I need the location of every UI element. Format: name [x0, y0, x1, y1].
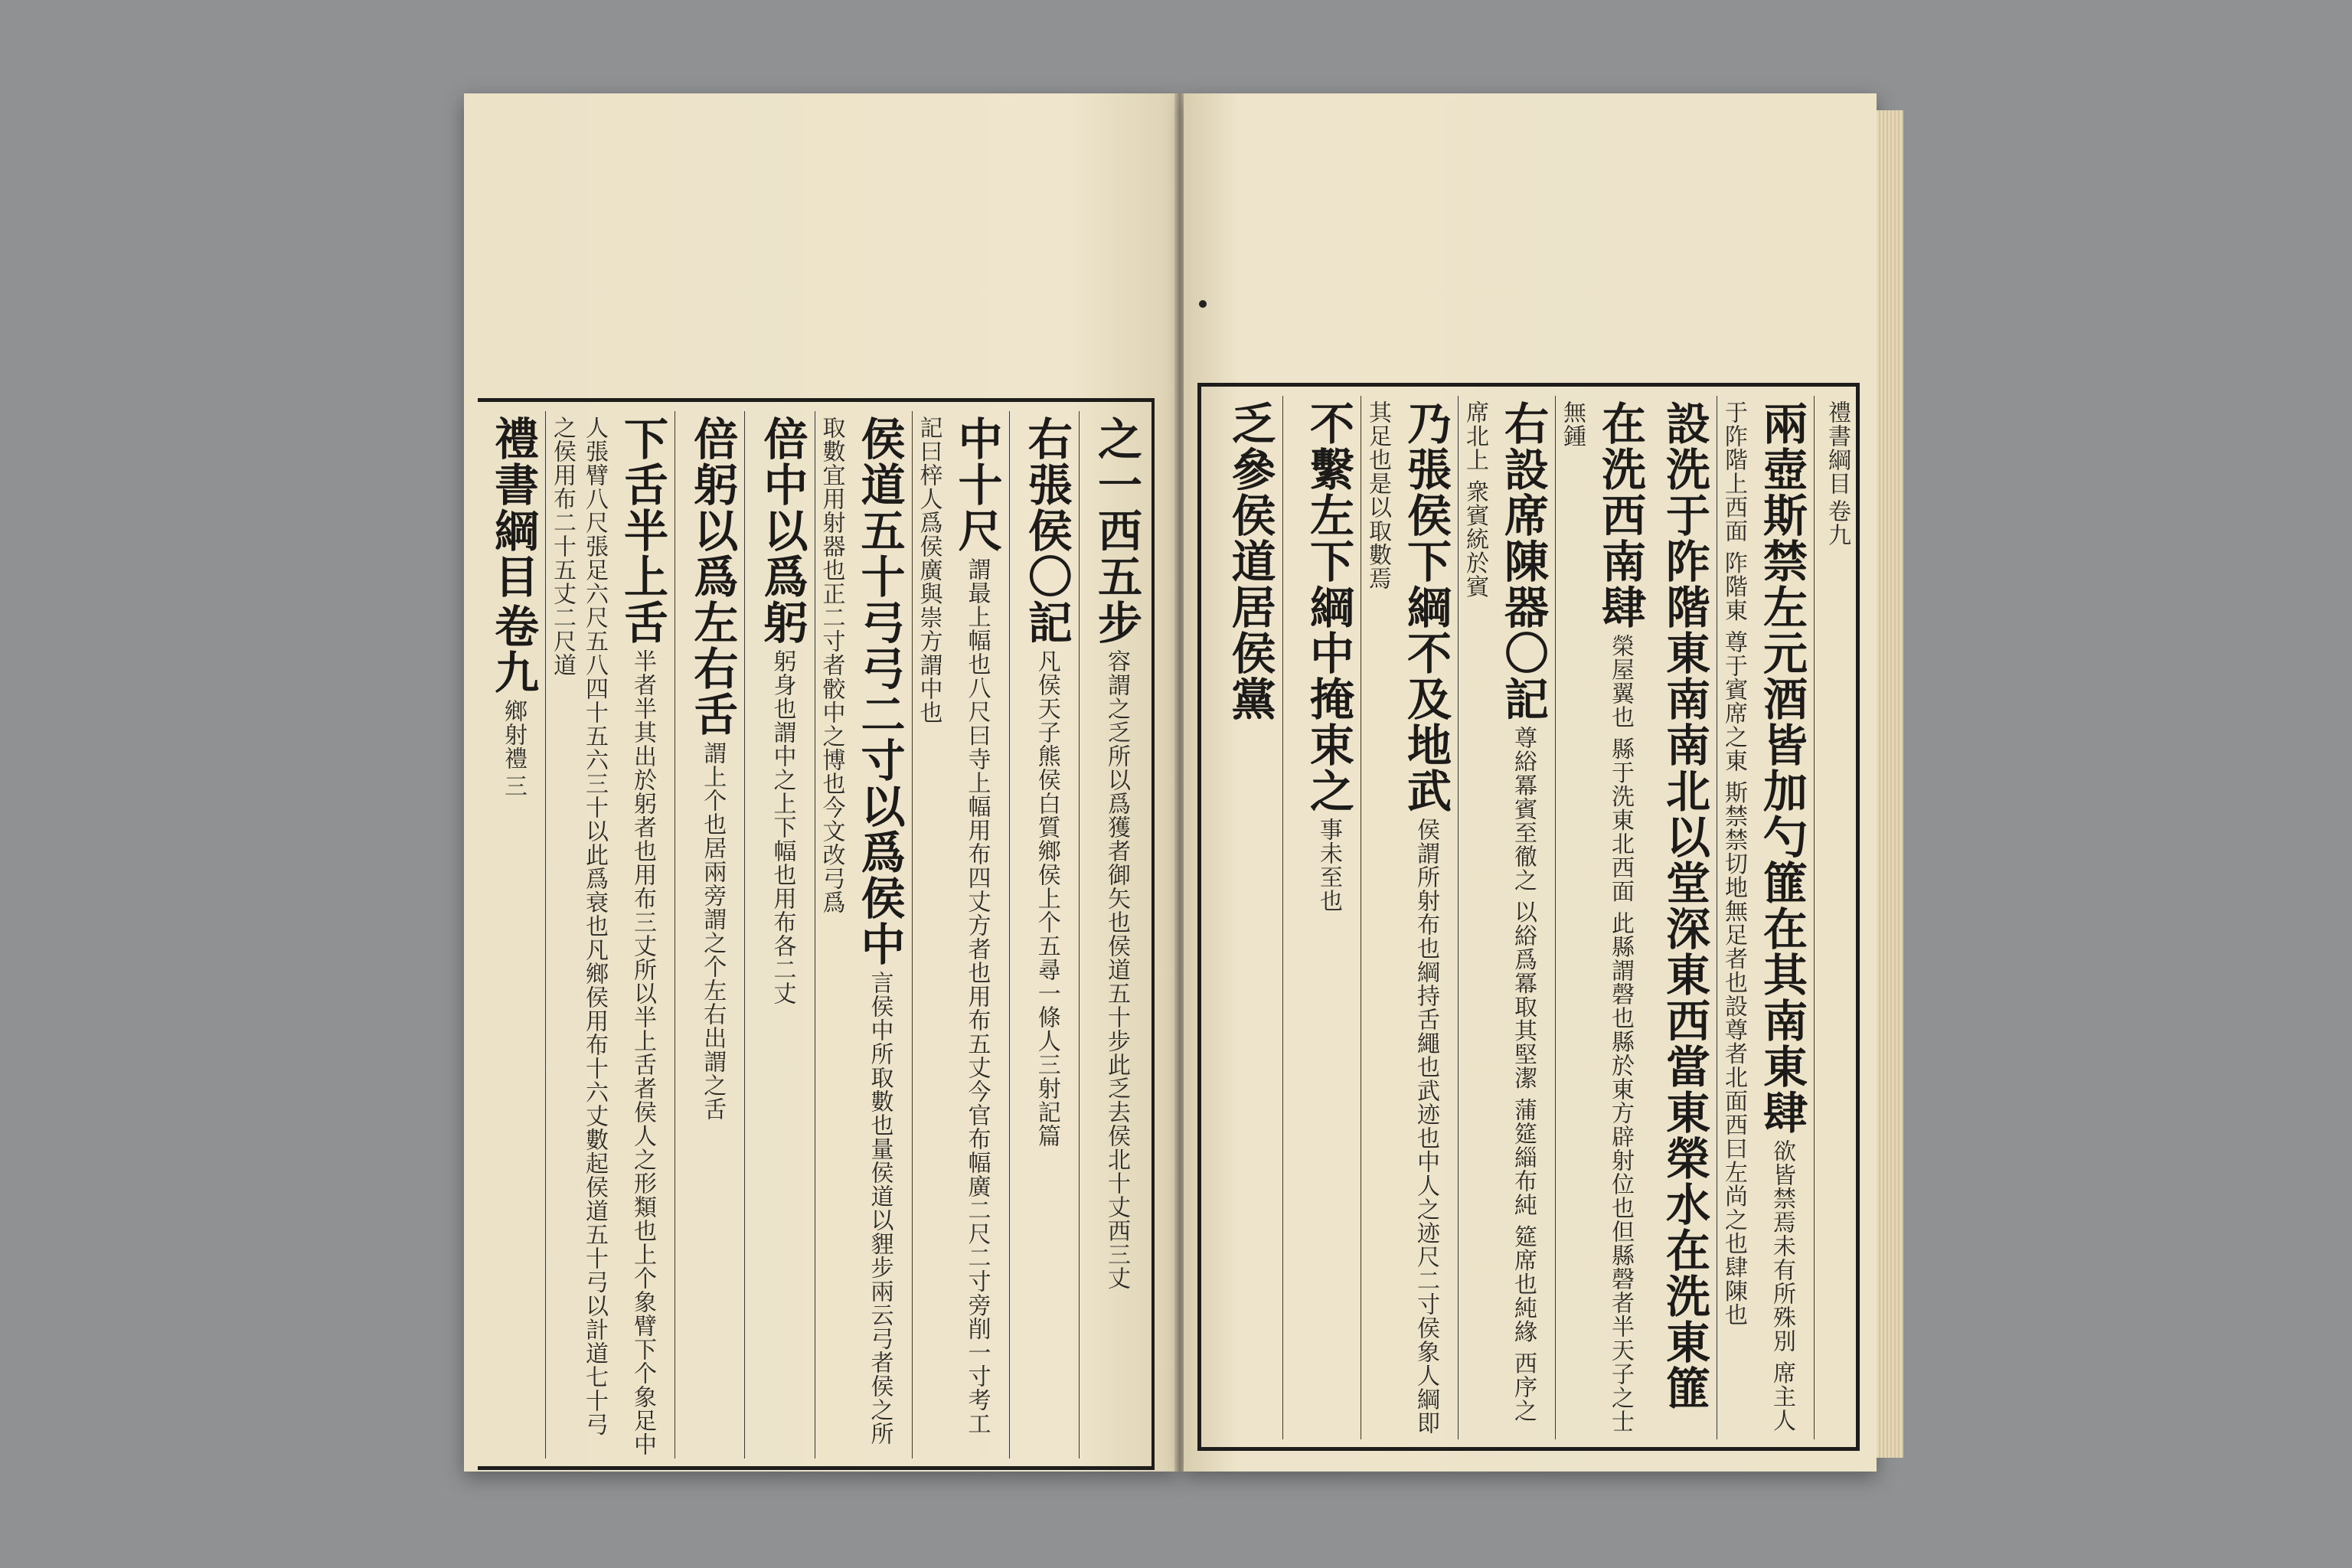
- book-spread: [464, 93, 1903, 1472]
- text-column: 下舌半上舌 半者半其出於躬者也用布三丈所以半上舌者侯人之形類也上个象臂下个象足中人張臂八尺張足六尺五八四十五六三十以此爲衰也凡鄉侯用布十六丈數起侯道五十弓以計道七十弓之侯用布二十五丈二尺道: [545, 411, 675, 1459]
- text-column: 乃張侯下綱不及地武 侯謂所射布也綱持舌繩也武迹也中人之迹尺二寸侯象人綱即其足也是以取數焉: [1361, 396, 1458, 1439]
- text-column: 之一西五步 容謂之乏所以爲獲者御矢也侯道五十步此乏去侯北十丈西三丈: [1079, 411, 1148, 1459]
- margin-title-column: [1814, 396, 1853, 1439]
- right-page: [1184, 93, 1877, 1472]
- text-column: 右設席陳器〇記 尊綌冪賓至徹之 以綌爲冪取其堅潔 蒲筵緇布純 筵席也純緣 西序之席北上 衆賓統於賓: [1458, 396, 1555, 1439]
- folio-number: 三: [500, 774, 527, 799]
- text-column: 不繫左下綱中掩束之 事未至也: [1282, 396, 1361, 1439]
- left-page: [464, 93, 1176, 1472]
- left-columns: [481, 411, 1148, 1459]
- text-column: 倍躬以爲左右舌 謂上个也居兩旁謂之个左右出謂之舌: [675, 411, 744, 1459]
- page-title: 禮書綱目: [1824, 400, 1851, 495]
- volume-label: 卷九: [487, 603, 539, 696]
- page-title: 禮書綱目: [487, 416, 539, 599]
- text-column: 設洗于阼階東南南北以堂深東西當東榮水在洗東篚在洗西南肆 榮屋翼也 縣于洗東北西面 此縣謂磬也縣於東方辟射位也但縣磬者半天子之士無鍾: [1555, 396, 1717, 1439]
- text-column: 倍中以爲躬 躬身也謂中之上下幅也用布各二丈: [744, 411, 814, 1459]
- text-column: 乏參侯道居侯黨: [1223, 400, 1276, 722]
- text-column: 右張侯〇記 凡侯天子熊侯白質鄉侯上个五尋一條人三射記篇: [1009, 411, 1079, 1459]
- text-column: 侯道五十弓弓二寸以爲侯中 言侯中所取數也量侯道以貍步兩云弓者侯之所取數宜用射器也正二寸者骹中之博也今文改弓爲: [815, 411, 912, 1459]
- volume-label: 卷九: [1824, 499, 1851, 547]
- left-page-frame: [478, 398, 1155, 1470]
- page-edges: [1877, 110, 1903, 1458]
- text-column: 中十尺 謂最上幅也八尺曰寺上幅用布四丈方者也用布五丈今官布幅廣二尺二寸旁削一寸考工記曰梓人爲侯廣與崇方謂中也: [912, 411, 1009, 1459]
- ink-dot: [1199, 300, 1207, 308]
- right-page-frame: [1197, 383, 1860, 1451]
- chapter-label: 鄉射禮: [500, 699, 527, 771]
- right-columns: [1204, 396, 1853, 1439]
- margin-title-column: [481, 411, 545, 1459]
- text-column: 兩壺斯禁左元酒皆加勺篚在其南東肆 欲皆禁焉未有所殊別 席主人于阼階上西面 阼階東 尊于賓席之東 斯禁禁切地無足者也設尊者北面西曰左尚之也肆陳也: [1717, 396, 1814, 1439]
